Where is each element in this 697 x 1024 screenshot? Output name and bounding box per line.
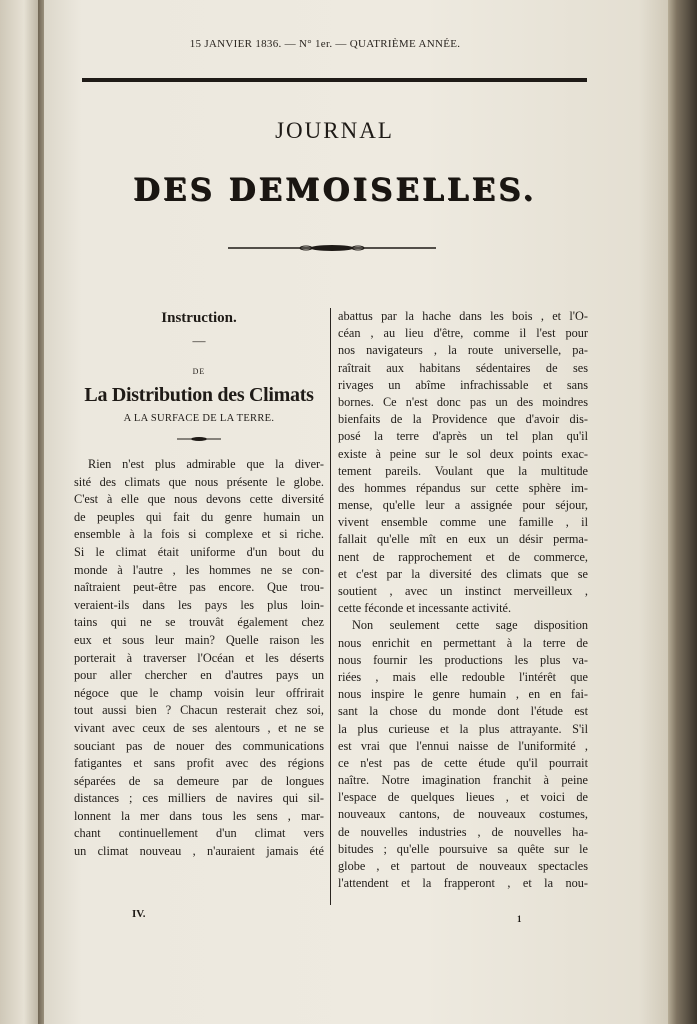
text-line: naître. Notre imagination franchit à peine: [338, 773, 588, 788]
text-line: nent de rapprochement et de commerce,: [338, 549, 588, 564]
text-line: soutient , avec un instinct merveilleux ,: [338, 584, 588, 598]
text-line: posé la terre d'après un tel plan qu'il: [338, 429, 588, 444]
text-line: tout aussi bien ? Chacun resterait chez soi,: [74, 703, 324, 718]
article-title: La Distribution des Climats: [84, 384, 314, 406]
text-line: nous enrichit en permettant à la terre de: [338, 635, 588, 650]
text-line: porterait à traverser l'Océan et les déserts: [74, 650, 324, 665]
masthead-ornament-rule: [228, 244, 436, 252]
text-line: abattus par la hache dans les bois , et l'O-: [338, 309, 588, 323]
facing-page-edge: [0, 0, 40, 1024]
text-line: nouveaux cantons, de nouveaux costumes,: [338, 807, 588, 822]
text-line: de nouvelles industries , de nouvelles ha-: [338, 824, 588, 839]
text-line: monde à l'autre , les hommes ne se con-: [74, 562, 324, 577]
masthead-subtitle: DES DEMOISELLES.: [132, 172, 537, 208]
text-line: chant continuellement d'un climat vers: [74, 826, 324, 841]
section-heading: Instruction.: [161, 310, 237, 326]
text-line: de peuples qui fait du genre humain un: [74, 509, 324, 524]
text-line: sant la chose du monde dont l'étude est: [338, 704, 588, 719]
title-ornament: [177, 436, 221, 442]
text-line: distances ; ces milliers de navires qui sil-: [74, 791, 324, 806]
text-line: négoce que le champ voisin leur offrirait: [74, 685, 324, 700]
volume-number: IV.: [132, 908, 146, 920]
text-line: ce n'est pas de cette étude qu'il pourrait: [338, 755, 588, 770]
text-line: bitudes ; qu'elle poursuive sa quête sur le: [338, 841, 588, 856]
page-stack-edge: [668, 0, 697, 1024]
text-line: fallait qu'elle mît en eux un désir perma-: [338, 532, 588, 547]
text-line: souciant pas de nouer des communications: [74, 738, 324, 753]
left-column-text: [74, 456, 324, 861]
text-line: l'attendent et la frapperont , et la nou-: [338, 876, 588, 891]
text-line: mense, qu'elle leur a assignée pour séjour,: [338, 498, 588, 513]
text-line: vivant avec ceux de ses alentours , et ne se: [74, 720, 324, 735]
text-line: rivages un abîme infrachissable et sans: [338, 377, 588, 392]
left-column: [74, 310, 324, 861]
text-line: veraient-ils dans les pays les plus loin-: [74, 597, 324, 612]
text-line: tains qui ne se trouvât également chez: [74, 615, 324, 630]
text-line: nos navigateurs , la route universelle, pa-: [338, 343, 588, 358]
text-line: des hommes répandus sur cette sphère im-: [338, 480, 588, 495]
text-line: bornes. Ce n'est donc pas un des moindres: [338, 394, 588, 409]
text-line: cette féconde et incessante activité.: [338, 601, 512, 616]
text-line: vivent ensemble comme une famille , il: [338, 515, 588, 530]
text-line: globe , et partout de nouveaux spectacles: [338, 859, 588, 873]
text-line: tement pareils. Voulant que la multitude: [338, 463, 588, 478]
text-line: séparées de sa demeure par de longues: [74, 773, 324, 788]
text-line: et c'est par la diversité des climats que se: [338, 566, 588, 581]
text-line: l'espace de quelques lieues , et voici de: [338, 790, 588, 805]
right-column-text: [338, 308, 588, 892]
signature-mark: 1: [517, 914, 522, 924]
article-subtitle: A LA SURFACE DE LA TERRE.: [123, 413, 275, 424]
text-line: eux et sous leur main? Quelle raison les: [74, 632, 324, 647]
text-line: un climat nouveau , n'auraient jamais été: [74, 844, 324, 859]
text-line: raîtrait aux habitans sédentaires de ses: [338, 360, 588, 375]
text-line: ensemble à la fois si complexe et si riche.: [74, 527, 324, 542]
page-dateline: 15 JANVIER 1836. — N° 1er. — QUATRIÈME ANNÉE.: [189, 38, 461, 50]
header-rule: [82, 78, 587, 82]
text-line: naîtraient peut-être pas encore. Que trou-: [74, 580, 324, 595]
masthead-title: JOURNAL: [275, 118, 394, 143]
text-line: sité des climats que nous présente le globe.: [74, 474, 324, 489]
text-line: la plus curieuse et la plus attrayante. S'il: [338, 721, 588, 736]
column-divider: [330, 308, 331, 905]
text-line: fatigantes et sans profit avec des régions: [74, 756, 324, 771]
text-line: Non seulement cette sage disposition: [352, 618, 588, 633]
text-line: céan , au lieu d'être, comme il l'est pour: [338, 326, 588, 341]
text-line: bienfaits de la Providence que d'avoir dis-: [338, 412, 588, 427]
text-line: Si le climat était uniforme d'un bout du: [74, 544, 324, 559]
text-line: nous fournir les productions les plus va-: [338, 652, 588, 667]
text-line: pour aller chercher en d'autres pays un: [74, 668, 324, 683]
title-prefix: DE: [192, 367, 206, 376]
text-line: lonnent la mer dans tous les sens , mar-: [74, 808, 324, 823]
text-line: Rien n'est plus admirable que la diver-: [88, 457, 324, 471]
text-line: existe à peine sur le sol deux points exac-: [338, 446, 588, 461]
text-line: est vrai que l'ennui naisse de l'uniformité ,: [338, 738, 588, 753]
heading-dash: —: [192, 333, 206, 348]
text-line: riées , mais elle redouble l'intérêt que: [338, 669, 588, 684]
right-column: [338, 308, 588, 892]
text-line: C'est à elle que nous devons cette diversité: [74, 492, 324, 507]
text-line: nous inspire le genre humain , en en fai-: [338, 687, 588, 702]
